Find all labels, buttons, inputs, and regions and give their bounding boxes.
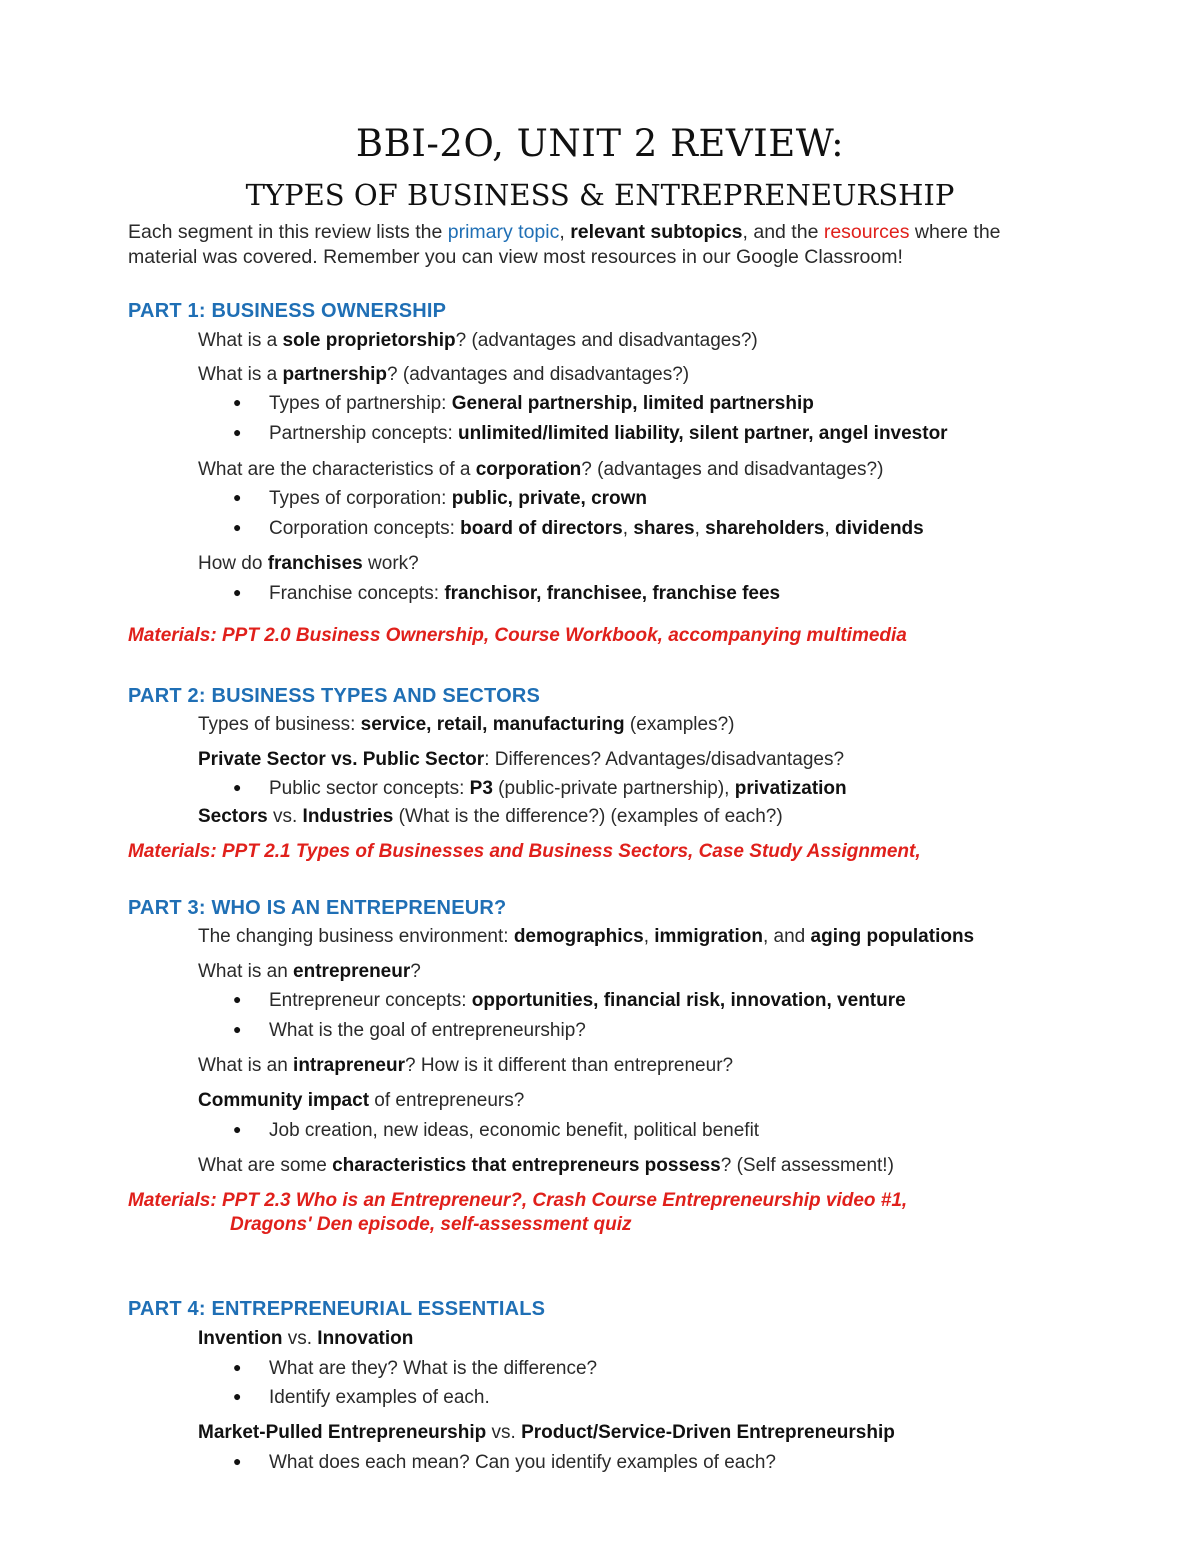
bullet-icon: ● [233, 584, 242, 600]
part1-bullet [233, 393, 814, 415]
part1-materials: Materials: PPT 2.0 Business Ownership, Course Workbook, accompanying multimedia [128, 625, 907, 646]
part3-materials-continued: Dragons' Den episode, self-assessment quiz [230, 1214, 632, 1235]
text-fragment: shareholders [705, 518, 825, 539]
text-fragment: What is a [198, 364, 283, 385]
part4-line [198, 1422, 895, 1444]
text-fragment: What is a [198, 330, 283, 351]
text-fragment: Types of business: [198, 714, 361, 735]
intro-text: , and the [742, 221, 824, 243]
bullet-icon: ● [233, 424, 242, 440]
part3-heading: PART 3: WHO IS AN ENTREPRENEUR? [128, 897, 507, 919]
text-fragment: Public sector concepts: [269, 778, 470, 799]
text-fragment: aging populations [810, 926, 975, 947]
part3-line [198, 1090, 524, 1112]
bullet-icon: ● [233, 489, 242, 505]
text-fragment: What are the characteristics of a [198, 459, 476, 480]
part2-bullet [233, 778, 847, 800]
text-fragment: Types of corporation: [269, 488, 452, 509]
text-fragment: Entrepreneur concepts: [269, 990, 472, 1011]
part1-line [198, 330, 758, 352]
part1-bullet [233, 518, 924, 540]
text-fragment: Innovation [317, 1328, 414, 1349]
text-fragment: privatization [734, 778, 847, 799]
text-fragment: vs. [267, 806, 303, 827]
intro-paragraph [128, 220, 1068, 270]
bullet-icon: ● [233, 1121, 242, 1137]
text-fragment: vs. [486, 1422, 522, 1443]
part2-materials: Materials: PPT 2.1 Types of Businesses and Business Sectors, Case Study Assignment, [128, 841, 921, 862]
text-fragment: Job creation, new ideas, economic benefit, political benefit [269, 1120, 760, 1141]
text-fragment: Product/Service-Driven Entrepreneurship [521, 1422, 895, 1443]
part3-bullet [233, 1020, 586, 1042]
text-fragment: What are they? What is the difference? [269, 1358, 598, 1379]
text-fragment: ? (advantages and disadvantages?) [387, 364, 690, 385]
part1-bullet [233, 423, 948, 445]
bullet-icon: ● [233, 1359, 242, 1375]
text-fragment: , and [762, 926, 811, 947]
text-fragment: immigration [654, 926, 763, 947]
text-fragment: entrepreneur [293, 961, 411, 982]
text-fragment: demographics [513, 926, 644, 947]
part2-line [198, 714, 734, 736]
bullet-icon: ● [233, 991, 242, 1007]
text-fragment: P3 [469, 778, 493, 799]
text-fragment: unlimited/limited liability, silent partner, angel investor [458, 423, 948, 444]
text-fragment: : Differences? Advantages/disadvantages? [484, 749, 845, 770]
part1-line [198, 364, 689, 386]
text-fragment: ? [410, 961, 421, 982]
part2-line [198, 806, 783, 828]
intro-text: where the material was covered. Remember you can view most resources in our Google Classroom! [128, 221, 1001, 268]
part4-bullet [233, 1387, 490, 1409]
text-fragment: Private Sector vs. Public Sector [198, 749, 485, 770]
part3-line [198, 1055, 733, 1077]
text-fragment: What are some [198, 1155, 333, 1176]
text-fragment: , [694, 518, 706, 539]
text-fragment: partnership [282, 364, 388, 385]
part4-heading: PART 4: ENTREPRENEURIAL ESSENTIALS [128, 1298, 546, 1320]
part3-materials: Materials: PPT 2.3 Who is an Entrepreneur?, Crash Course Entrepreneurship video #1, [128, 1190, 908, 1211]
text-fragment: Invention [198, 1328, 283, 1349]
bullet-icon: ● [233, 779, 242, 795]
text-fragment: What is an [198, 1055, 294, 1076]
part3-line [198, 961, 421, 983]
text-fragment: vs. [282, 1328, 318, 1349]
part4-line [198, 1328, 413, 1350]
intro-resources: resources [823, 221, 910, 243]
text-fragment: (What is the difference?) (examples of each?) [393, 806, 783, 827]
text-fragment: ? (Self assessment!) [720, 1155, 894, 1176]
bullet-icon: ● [233, 519, 242, 535]
text-fragment: ? How is it different than entrepreneur? [404, 1055, 734, 1076]
bullet-icon: ● [233, 1021, 242, 1037]
part1-bullet [233, 583, 780, 605]
part1-line [198, 553, 419, 575]
part3-line [198, 926, 974, 948]
text-fragment: franchisor, franchisee, franchise fees [444, 583, 781, 604]
text-fragment: public, private, crown [451, 488, 648, 509]
text-fragment: characteristics that entrepreneurs possess [332, 1155, 721, 1176]
text-fragment: Sectors [198, 806, 268, 827]
text-fragment: ? (advantages and disadvantages?) [581, 459, 884, 480]
part3-line [198, 1155, 894, 1177]
text-fragment: (public-private partnership), [492, 778, 735, 799]
text-fragment: work? [362, 553, 419, 574]
text-fragment: The changing business environment: [198, 926, 514, 947]
text-fragment: , [824, 518, 836, 539]
text-fragment: What is the goal of entrepreneurship? [269, 1020, 586, 1041]
part1-line [198, 459, 883, 481]
text-fragment: service, retail, manufacturing [360, 714, 625, 735]
text-fragment: Identify examples of each. [269, 1387, 490, 1408]
text-fragment: , [643, 926, 655, 947]
text-fragment: Franchise concepts: [269, 583, 445, 604]
text-fragment: franchises [267, 553, 363, 574]
bullet-icon: ● [233, 1453, 242, 1469]
text-fragment: Industries [302, 806, 394, 827]
text-fragment: ? (advantages and disadvantages?) [455, 330, 758, 351]
part1-bullet [233, 488, 647, 510]
text-fragment: board of directors [460, 518, 623, 539]
text-fragment: of entrepreneurs? [369, 1090, 525, 1111]
intro-subtopics: relevant subtopics [570, 221, 743, 243]
part3-bullet [233, 990, 906, 1012]
text-fragment: General partnership, limited partnership [451, 393, 814, 414]
text-fragment: (examples?) [624, 714, 735, 735]
intro-primary-topic: primary topic [447, 221, 560, 243]
bullet-icon: ● [233, 1388, 242, 1404]
text-fragment: What does each mean? Can you identify examples of each? [269, 1452, 776, 1473]
text-fragment: Community impact [198, 1090, 370, 1111]
part4-bullet [233, 1452, 776, 1474]
part1-heading: PART 1: BUSINESS OWNERSHIP [128, 300, 447, 322]
text-fragment: corporation [475, 459, 582, 480]
page-title: BBI-2O, UNIT 2 REVIEW: [355, 122, 845, 165]
text-fragment: Types of partnership: [269, 393, 452, 414]
text-fragment: Corporation concepts: [269, 518, 461, 539]
part2-heading: PART 2: BUSINESS TYPES AND SECTORS [128, 685, 541, 707]
text-fragment: shares [633, 518, 695, 539]
text-fragment: Market-Pulled Entrepreneurship [198, 1422, 487, 1443]
text-fragment: What is an [198, 961, 294, 982]
page-subtitle: TYPES OF BUSINESS & ENTREPRENEURSHIP [245, 178, 955, 212]
text-fragment: sole proprietorship [282, 330, 456, 351]
text-fragment: intrapreneur [293, 1055, 405, 1076]
text-fragment: How do [198, 553, 268, 574]
text-fragment: opportunities, financial risk, innovation, venture [471, 990, 906, 1011]
intro-text: , [559, 221, 571, 243]
part4-bullet [233, 1358, 597, 1380]
bullet-icon: ● [233, 394, 242, 410]
part3-bullet [233, 1120, 759, 1142]
intro-text: Each segment in this review lists the [128, 221, 448, 243]
part2-line [198, 749, 844, 771]
text-fragment: dividends [835, 518, 924, 539]
text-fragment: , [622, 518, 634, 539]
text-fragment: Partnership concepts: [269, 423, 459, 444]
